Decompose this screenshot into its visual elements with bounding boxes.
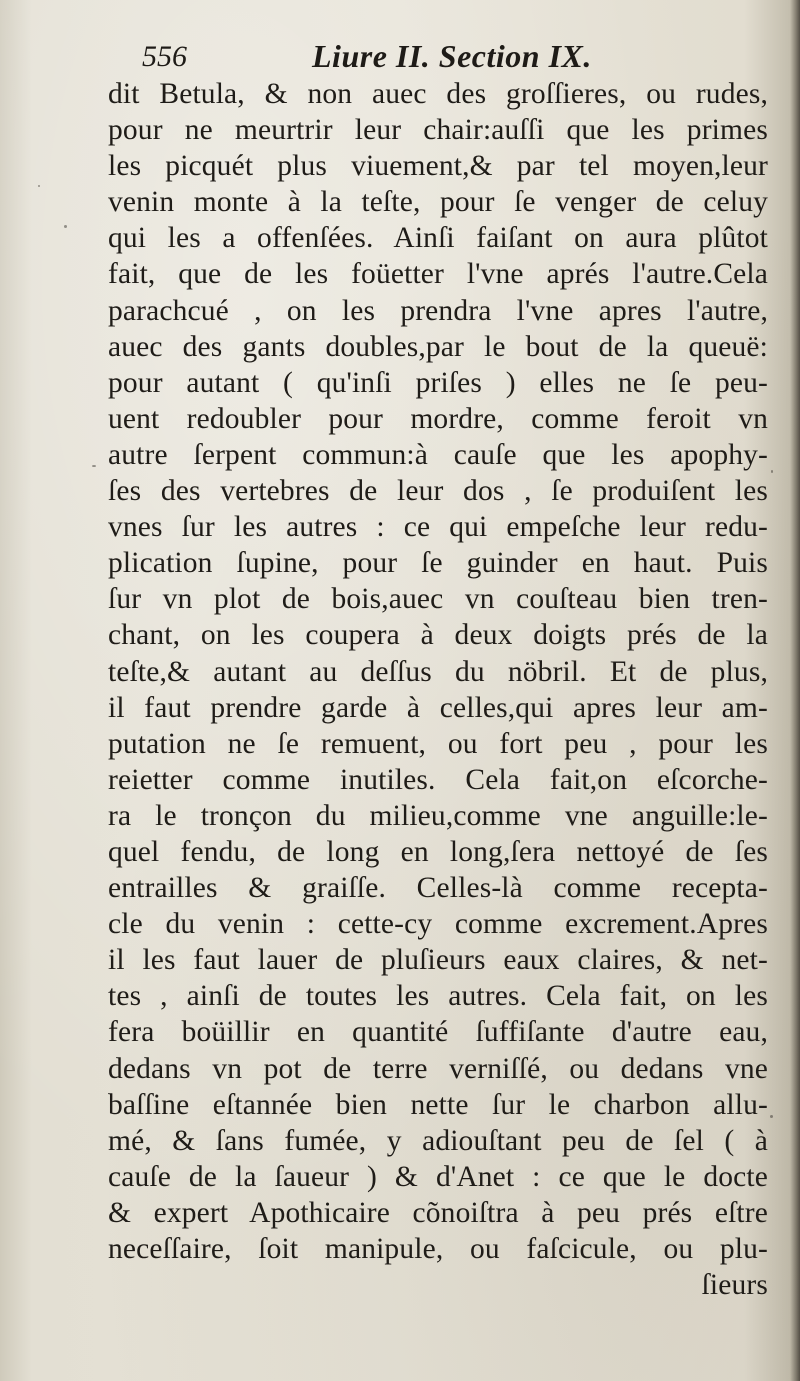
text-line: uent redoubler pour mordre, comme feroit vn xyxy=(108,402,768,435)
text-line: pour autant ( qu'inſi priſes ) elles ne ſe peu- xyxy=(108,366,768,399)
text-line: putation ne ſe remuent, ou fort peu , pour les xyxy=(108,727,768,760)
text-line: ſes des vertebres de leur dos , ſe produiſent les xyxy=(108,475,768,508)
text-line: quel fendu, de long en long,ſera nettoyé de ſes xyxy=(108,835,768,868)
running-head xyxy=(142,36,742,76)
paper-speck xyxy=(770,1115,773,1118)
text-line: cauſe de la ſaueur ) & d'Anet : ce que le docte xyxy=(108,1160,768,1193)
text-line: & expert Apothicaire cõnoiſtra à peu prés eſtre xyxy=(108,1196,768,1229)
text-line: autre ſerpent commun:à cauſe que les apophy- xyxy=(108,438,768,471)
text-line: vnes ſur les autres : ce qui empeſche leur redu- xyxy=(108,511,768,544)
text-line: cle du venin : cette-cy comme excrement.Apres xyxy=(108,908,768,941)
paper-speck xyxy=(38,185,40,187)
text-line: fait, que de les foüetter l'vne aprés l'autre.Cela xyxy=(108,258,768,291)
page-binding-edge xyxy=(790,0,800,1381)
text-line: il faut prendre garde à celles,qui apres leur am- xyxy=(108,691,768,724)
text-line: teſte,& autant au deſſus du nöbril. Et de plus, xyxy=(108,655,768,688)
text-line: ra le tronçon du milieu,comme vne anguille:le- xyxy=(108,799,768,832)
text-line: qui les a offenſées. Ainſi faiſant on aura plûtot xyxy=(108,222,768,255)
text-line: il les faut lauer de pluſieurs eaux claires, & net- xyxy=(108,944,768,977)
text-line: chant, on les coupera à deux doigts prés de la xyxy=(108,619,768,652)
text-line: auec des gants doubles,par le bout de la queuë: xyxy=(108,330,768,363)
text-line: reietter comme inutiles. Cela fait,on eſcorche- xyxy=(108,763,768,796)
catchword: ſieurs xyxy=(701,1269,768,1302)
body-text xyxy=(108,76,768,1303)
running-title: Liure II. Section IX. xyxy=(312,38,592,74)
text-line: mé, & ſans fumée, y adiouſtant peu de ſel ( à xyxy=(108,1124,768,1157)
text-line: pour ne meurtrir leur chair:auſſi que les primes xyxy=(108,114,768,147)
text-line: baſſine eſtannée bien nette ſur le charbon allu- xyxy=(108,1088,768,1121)
paper-speck xyxy=(771,470,773,473)
text-line: dedans vn pot de terre verniſſé, ou dedans vne xyxy=(108,1052,768,1085)
paper-speck xyxy=(64,225,67,228)
text-line: neceſſaire, ſoit manipule, ou faſcicule, ou plu- xyxy=(108,1233,768,1265)
text-line: entrailles & graiſſe. Celles-là comme recepta- xyxy=(108,872,768,905)
text-line: plication ſupine, pour ſe guinder en haut. Puis xyxy=(108,547,768,580)
text-line: les picquét plus viuement,& par tel moyen,leur xyxy=(108,150,768,183)
text-line: tes , ainſi de toutes les autres. Cela fait, on les xyxy=(108,980,768,1013)
page-number: 556 xyxy=(142,40,187,73)
text-line: dit Betula, & non auec des groſſieres, ou rudes, xyxy=(108,78,768,110)
paper-speck xyxy=(92,465,96,467)
text-line: venin monte à la teſte, pour ſe venger de celuy xyxy=(108,186,768,219)
text-line: parachcué , on les prendra l'vne apres l'autre, xyxy=(108,294,768,327)
text-line: fera boüillir en quantité ſuffiſante d'autre eau, xyxy=(108,1016,768,1049)
text-line: ſur vn plot de bois,auec vn couſteau bien tren- xyxy=(108,583,768,616)
